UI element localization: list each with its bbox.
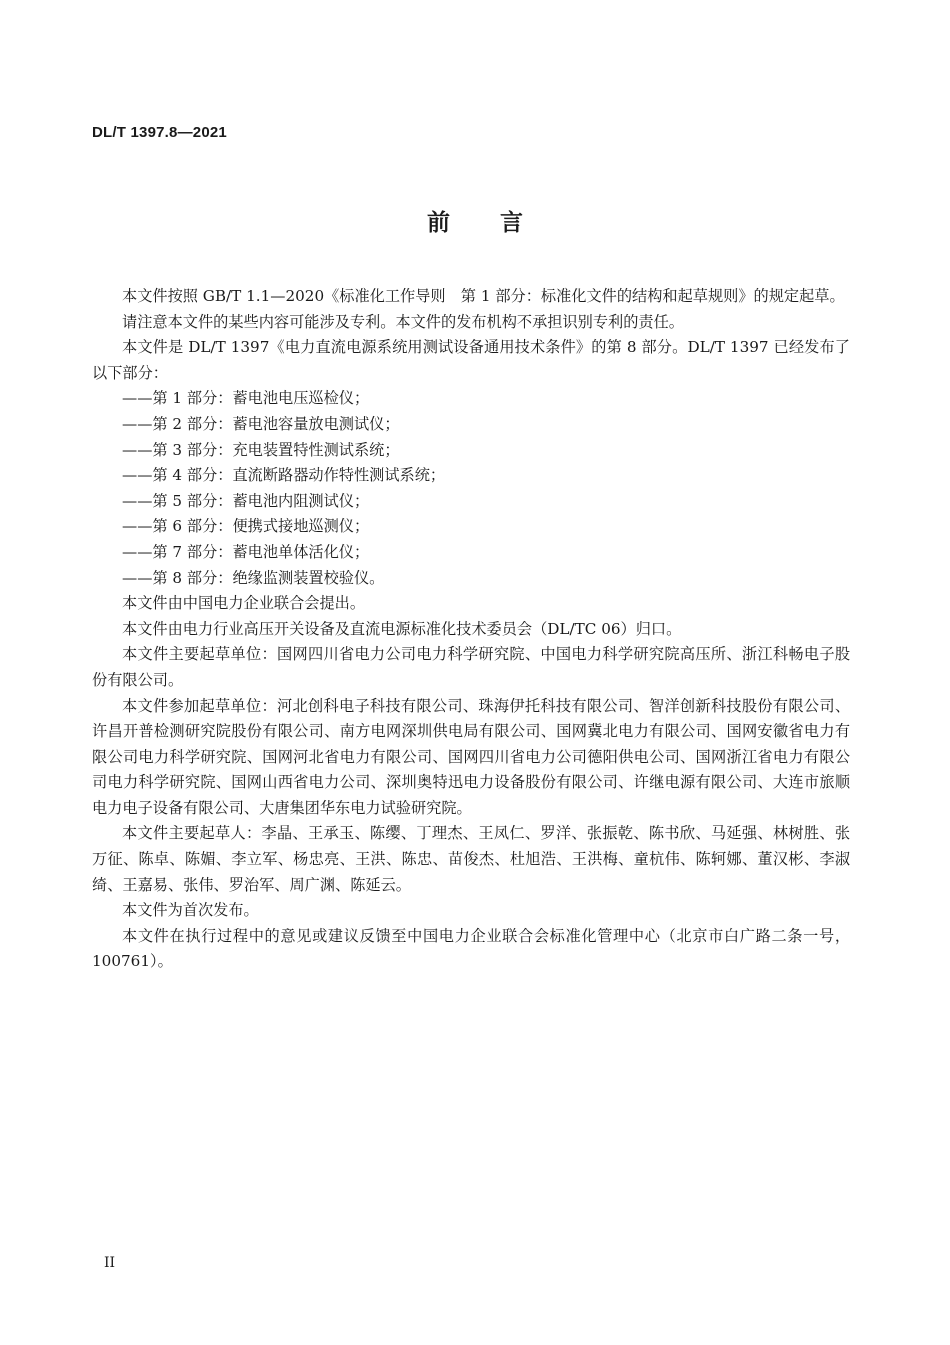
list-item-part-4: ——第 4 部分：直流断路器动作特性测试系统； (122, 466, 446, 485)
title-char-2: 言 (500, 210, 523, 236)
paragraph-main-drafters: 本文件主要起草人：李晶、王承玉、陈缨、丁理杰、王凤仁、罗洋、张振乾、陈书欣、马延强、林树胜、张万征、陈卓、陈媚、李立军、杨忠亮、王洪、陈忠、苗俊杰、杜旭浩、王洪梅、童杭伟、陈轲娜、董汉彬、李淑绮、王嘉易、张伟、罗治军、周广渊、陈延云。 (92, 824, 850, 894)
paragraph-feedback: 本文件在执行过程中的意见或建议反馈至中国电力企业联合会标准化管理中心（北京市白广路二条一号，100761）。 (92, 926, 850, 971)
paragraph-committee: 本文件由电力行业高压开关设备及直流电源标准化技术委员会（DL/TC 06）归口。 (122, 619, 682, 638)
list-item-part-5: ——第 5 部分：蓄电池内阻测试仪； (122, 491, 370, 510)
paragraph-series-intro: 本文件是 DL/T 1397《电力直流电源系统用测试设备通用技术条件》的第 8 部分。DL/T 1397 已经发布了以下部分： (92, 338, 850, 382)
list-item-part-6: ——第 6 部分：便携式接地巡测仪； (122, 517, 370, 536)
list-item-part-2: ——第 2 部分：蓄电池容量放电测试仪； (122, 414, 400, 433)
document-body (92, 284, 850, 975)
paragraph-participating-units: 本文件参加起草单位：河北创科电子科技有限公司、珠海伊托科技有限公司、智洋创新科技股份有限公司、许昌开普检测研究院股份有限公司、南方电网深圳供电局有限公司、国网冀北电力有限公司、国网安徽省电力有限公司电力科学研究院、国网河北省电力有限公司、国网四川省电力公司德阳供电公司、国网浙江省电力有限公司电力科学研究院、国网山西省电力公司、深圳奥特迅电力设备股份有限公司、许继电源有限公司、大连市旅顺电力电子设备有限公司、大唐集团华东电力试验研究院。 (92, 696, 850, 817)
paragraph-proposer: 本文件由中国电力企业联合会提出。 (122, 594, 365, 613)
document-code: DL/T 1397.8—2021 (92, 124, 227, 141)
page-title (0, 204, 950, 237)
list-item-part-3: ——第 3 部分：充电装置特性测试系统； (122, 440, 400, 459)
paragraph-patent-notice: 请注意本文件的某些内容可能涉及专利。本文件的发布机构不承担识别专利的责任。 (122, 312, 684, 331)
paragraph-drafting-rules: 本文件按照 GB/T 1.1—2020《标准化工作导则 第 1 部分：标准化文件的结构和起草规则》的规定起草。 (122, 287, 845, 305)
title-char-1: 前 (427, 210, 450, 236)
page-number: II (104, 1255, 116, 1271)
list-item-part-7: ——第 7 部分：蓄电池单体活化仪； (122, 542, 370, 561)
paragraph-main-drafting-units: 本文件主要起草单位：国网四川省电力公司电力科学研究院、中国电力科学研究院高压所、浙江科畅电子股份有限公司。 (92, 645, 850, 689)
list-item-part-8: ——第 8 部分：绝缘监测装置校验仪。 (122, 568, 385, 587)
paragraph-first-release: 本文件为首次发布。 (122, 901, 259, 920)
list-item-part-1: ——第 1 部分：蓄电池电压巡检仪； (122, 389, 370, 408)
